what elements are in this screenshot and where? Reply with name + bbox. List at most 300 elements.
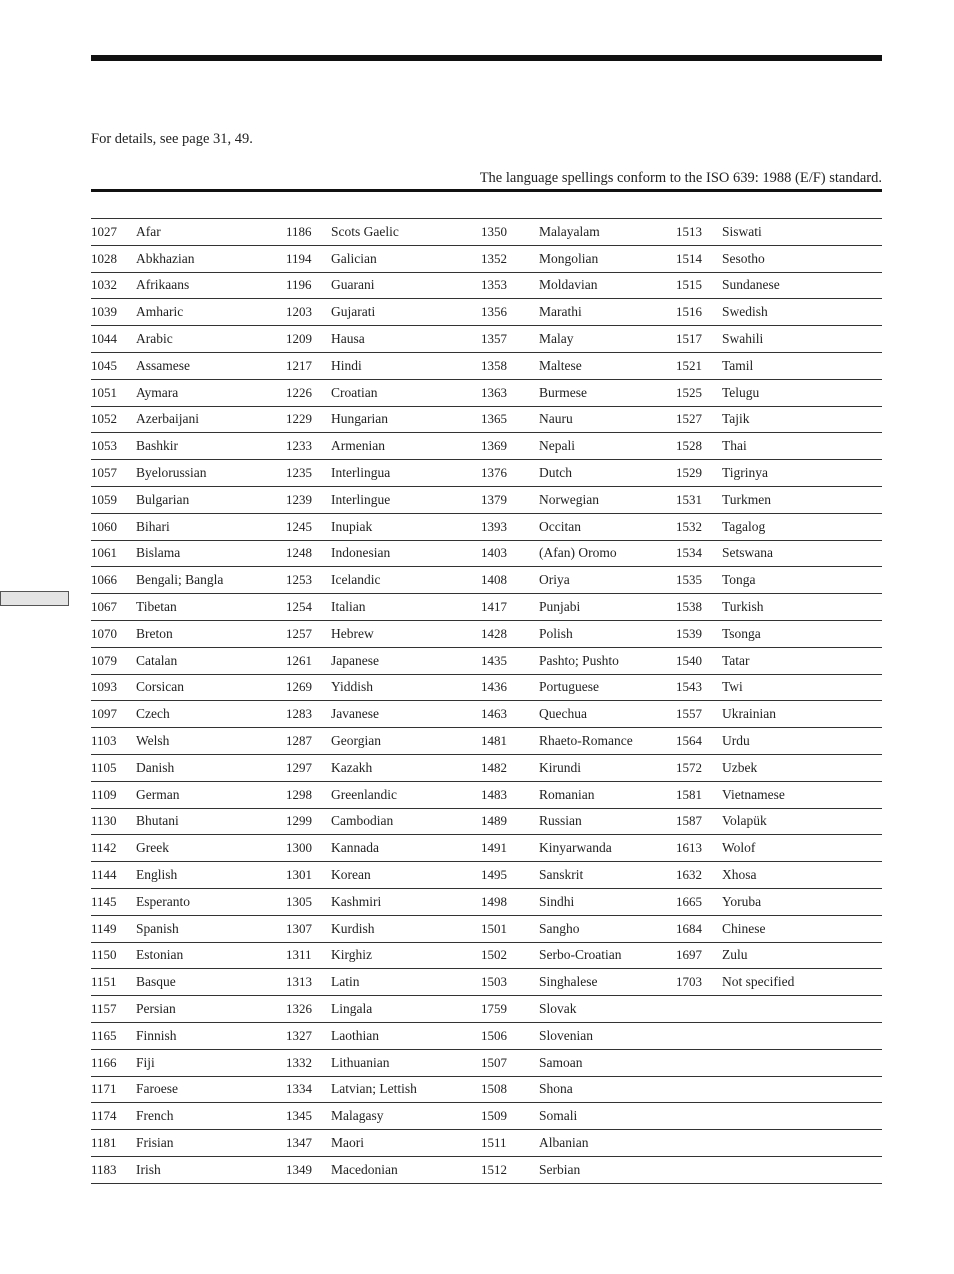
language-name: Danish <box>136 759 175 775</box>
language-code: 1525 <box>676 384 702 400</box>
language-code: 1044 <box>91 331 117 347</box>
table-row <box>91 299 882 326</box>
language-name: Bislama <box>136 545 181 561</box>
language-name: Rhaeto-Romance <box>539 733 633 749</box>
language-code <box>676 1130 722 1157</box>
language-code: 1379 <box>481 491 507 507</box>
language-code: 1365 <box>481 411 507 427</box>
language-name: Corsican <box>136 679 184 695</box>
language-code: 1345 <box>286 1108 312 1124</box>
language-name: Yoruba <box>722 893 762 909</box>
language-name: Irish <box>136 1161 161 1177</box>
language-code: 1632 <box>676 867 702 883</box>
language-name: Kurdish <box>331 920 375 936</box>
language-code: 1564 <box>676 733 702 749</box>
language-name: Inupiak <box>331 518 373 534</box>
language-code: 1759 <box>481 1001 507 1016</box>
language-name: Mongolian <box>539 250 599 266</box>
language-name: Kazakh <box>331 759 373 775</box>
table-row <box>91 245 882 272</box>
language-name: Amharic <box>136 304 184 320</box>
language-code: 1513 <box>676 223 702 239</box>
language-name: Hindi <box>331 357 362 373</box>
language-name: Arabic <box>136 331 173 347</box>
table-row <box>91 996 882 1023</box>
language-code: 1540 <box>676 652 702 668</box>
language-code: 1703 <box>676 974 702 990</box>
language-name: Croatian <box>331 384 378 400</box>
language-name: Galician <box>331 250 377 266</box>
language-name: Basque <box>136 974 176 990</box>
table-row <box>91 513 882 540</box>
language-code: 1149 <box>91 920 117 936</box>
language-name <box>722 1130 882 1157</box>
language-name: Nepali <box>539 438 575 454</box>
language-code: 1067 <box>91 599 117 615</box>
language-code: 1103 <box>91 733 117 749</box>
language-name: Malayalam <box>539 223 600 239</box>
language-code: 1347 <box>286 1134 312 1150</box>
language-name: Wolof <box>722 840 756 856</box>
table-row <box>91 406 882 433</box>
language-code: 1481 <box>481 733 507 749</box>
language-code: 1045 <box>91 357 117 373</box>
iso-standard-note: The language spellings conform to the ISO 639: 1988 (E/F) standard. <box>479 170 882 186</box>
language-code: 1353 <box>481 277 507 293</box>
language-name: Dutch <box>539 465 572 481</box>
language-code: 1186 <box>286 223 312 239</box>
language-name: Zulu <box>722 947 748 963</box>
language-code: 1489 <box>481 813 507 829</box>
language-code: 1534 <box>676 545 702 561</box>
language-name: Tamil <box>722 357 754 373</box>
language-code: 1307 <box>286 920 312 936</box>
language-code: 1151 <box>91 974 117 990</box>
language-code: 1057 <box>91 465 117 481</box>
table-row <box>91 1022 882 1049</box>
language-code: 1512 <box>481 1161 507 1177</box>
language-code: 1079 <box>91 652 117 668</box>
language-name: Tibetan <box>136 599 177 615</box>
table-row <box>91 1103 882 1130</box>
table-row <box>91 326 882 353</box>
language-code: 1261 <box>286 652 312 668</box>
language-name: Interlingua <box>331 465 391 481</box>
table-row <box>91 808 882 835</box>
language-code: 1313 <box>286 974 312 990</box>
table-row <box>91 567 882 594</box>
language-name: Latin <box>331 974 360 990</box>
language-code: 1521 <box>676 357 702 373</box>
language-name: Finnish <box>136 1027 177 1043</box>
language-name: Laothian <box>331 1027 379 1043</box>
language-code <box>676 1156 722 1183</box>
language-code: 1130 <box>91 813 117 829</box>
table-row <box>91 540 882 567</box>
language-code: 1287 <box>286 733 312 749</box>
language-code: 1061 <box>91 545 117 561</box>
language-name: Tajik <box>722 411 750 427</box>
table-row <box>91 835 882 862</box>
language-code: 1435 <box>481 652 507 668</box>
language-code: 1501 <box>481 920 507 936</box>
language-code: 1357 <box>481 331 507 347</box>
language-code: 1157 <box>91 1001 117 1016</box>
language-name: Sundanese <box>722 277 780 293</box>
language-code: 1557 <box>676 706 702 722</box>
language-name: Somali <box>539 1108 578 1124</box>
language-code: 1539 <box>676 625 702 641</box>
language-name <box>722 1022 882 1049</box>
language-code: 1508 <box>481 1081 507 1097</box>
language-name: Serbo-Croatian <box>539 947 622 963</box>
language-name: Kashmiri <box>331 893 382 909</box>
language-name: Armenian <box>331 438 385 454</box>
language-code: 1527 <box>676 411 702 427</box>
language-code: 1581 <box>676 786 702 802</box>
language-code: 1358 <box>481 357 507 373</box>
language-name: Azerbaijani <box>136 411 199 427</box>
language-name: Portuguese <box>539 679 599 695</box>
language-name: Tonga <box>722 572 756 588</box>
language-code: 1245 <box>286 518 312 534</box>
language-code: 1403 <box>481 545 507 561</box>
language-name: Tsonga <box>722 625 761 641</box>
language-name: Indonesian <box>331 545 391 561</box>
language-code: 1257 <box>286 625 312 641</box>
language-code: 1393 <box>481 518 507 534</box>
language-name: Polish <box>539 625 573 641</box>
language-code: 1503 <box>481 974 507 990</box>
language-code: 1305 <box>286 893 312 909</box>
language-code: 1502 <box>481 947 507 963</box>
language-name: Pashto; Pushto <box>539 652 619 668</box>
details-note: For details, see page 31, 49. <box>91 131 253 147</box>
language-code: 1300 <box>286 840 312 856</box>
language-code: 1297 <box>286 759 312 775</box>
language-name: Burmese <box>539 384 587 400</box>
language-name: Sesotho <box>722 250 765 266</box>
table-row <box>91 674 882 701</box>
language-code: 1150 <box>91 947 117 963</box>
language-name <box>722 1076 882 1103</box>
language-code: 1142 <box>91 840 117 856</box>
language-name: Aymara <box>136 384 179 400</box>
language-name: Bhutani <box>136 813 179 829</box>
side-index-tab <box>0 591 69 606</box>
language-code: 1417 <box>481 599 507 615</box>
table-row <box>91 888 882 915</box>
language-code: 1145 <box>91 893 117 909</box>
language-name: Occitan <box>539 518 581 534</box>
table-row <box>91 1076 882 1103</box>
table-row <box>91 352 882 379</box>
language-name: Moldavian <box>539 277 598 293</box>
language-name: Samoan <box>539 1054 583 1070</box>
language-code: 1483 <box>481 786 507 802</box>
language-code: 1039 <box>91 304 117 320</box>
table-row <box>91 969 882 996</box>
language-code <box>676 1049 722 1076</box>
language-code: 1183 <box>91 1161 117 1177</box>
language-code: 1053 <box>91 438 117 454</box>
language-name: Lithuanian <box>331 1054 390 1070</box>
language-name: Albanian <box>539 1134 589 1150</box>
language-name: Ukrainian <box>722 706 776 722</box>
language-code: 1166 <box>91 1054 117 1070</box>
language-name: Punjabi <box>539 599 581 615</box>
language-code: 1543 <box>676 679 702 695</box>
language-code <box>676 1103 722 1130</box>
language-code: 1209 <box>286 331 312 347</box>
language-name: Maltese <box>539 357 582 373</box>
language-name: Hungarian <box>331 411 388 427</box>
language-code: 1697 <box>676 947 702 963</box>
language-name: Greenlandic <box>331 786 397 802</box>
language-code: 1529 <box>676 465 702 481</box>
language-name: Frisian <box>136 1134 174 1150</box>
language-code: 1352 <box>481 250 507 266</box>
language-code: 1515 <box>676 277 702 293</box>
language-name: Bengali; Bangla <box>136 572 224 588</box>
language-code: 1436 <box>481 679 507 695</box>
language-name: Telugu <box>722 384 760 400</box>
language-code: 1235 <box>286 465 312 481</box>
language-code: 1060 <box>91 518 117 534</box>
language-name: Hausa <box>331 331 365 347</box>
language-name: Slovak <box>539 1001 577 1016</box>
table-row <box>91 781 882 808</box>
language-name: Volapük <box>722 813 767 829</box>
language-code: 1171 <box>91 1081 117 1097</box>
language-name: Yiddish <box>331 679 374 695</box>
language-table-body <box>91 219 882 1184</box>
language-code: 1254 <box>286 599 312 615</box>
language-name <box>722 1049 882 1076</box>
language-name: Sanskrit <box>539 867 584 883</box>
language-code: 1217 <box>286 357 312 373</box>
language-code: 1229 <box>286 411 312 427</box>
language-code: 1052 <box>91 411 117 427</box>
language-code: 1509 <box>481 1108 507 1124</box>
language-name: Hebrew <box>331 625 374 641</box>
language-code: 1299 <box>286 813 312 829</box>
language-code: 1428 <box>481 625 507 641</box>
language-code: 1165 <box>91 1027 117 1043</box>
language-name: Norwegian <box>539 491 599 507</box>
language-name: Icelandic <box>331 572 381 588</box>
language-name: Latvian; Lettish <box>331 1081 417 1097</box>
language-code: 1511 <box>481 1134 507 1150</box>
language-code: 1376 <box>481 465 507 481</box>
table-row <box>91 915 882 942</box>
language-name: Guarani <box>331 277 375 293</box>
language-code: 1248 <box>286 545 312 561</box>
language-name: Marathi <box>539 304 582 320</box>
language-name: Quechua <box>539 706 587 722</box>
language-name: Breton <box>136 625 173 641</box>
language-name: Korean <box>331 867 371 883</box>
language-code: 1327 <box>286 1027 312 1043</box>
table-row <box>91 460 882 487</box>
table-row <box>91 594 882 621</box>
language-name: Macedonian <box>331 1161 398 1177</box>
language-code: 1144 <box>91 867 117 883</box>
language-code: 1538 <box>676 599 702 615</box>
language-name: Cambodian <box>331 813 394 829</box>
language-name: Scots Gaelic <box>331 223 399 239</box>
language-name: Gujarati <box>331 304 376 320</box>
table-row <box>91 1130 882 1157</box>
language-code <box>676 1076 722 1103</box>
language-name: (Afan) Oromo <box>539 545 617 561</box>
language-code-table <box>91 218 882 1184</box>
table-row <box>91 1049 882 1076</box>
language-code: 1463 <box>481 706 507 722</box>
language-code: 1349 <box>286 1161 312 1177</box>
language-name: Russian <box>539 813 582 829</box>
language-code: 1093 <box>91 679 117 695</box>
language-name: English <box>136 867 178 883</box>
language-name: Abkhazian <box>136 250 195 266</box>
language-code: 1356 <box>481 304 507 320</box>
language-name: Nauru <box>539 411 573 427</box>
language-name: Afar <box>136 223 161 239</box>
section-rule <box>91 189 882 192</box>
language-code: 1301 <box>286 867 312 883</box>
language-name: Kinyarwanda <box>539 840 612 856</box>
language-name: Swedish <box>722 304 768 320</box>
language-code: 1507 <box>481 1054 507 1070</box>
language-code: 1408 <box>481 572 507 588</box>
language-name: Serbian <box>539 1161 581 1177</box>
language-name: Georgian <box>331 733 381 749</box>
language-code: 1283 <box>286 706 312 722</box>
language-name: Bihari <box>136 518 170 534</box>
language-name: Javanese <box>331 706 379 722</box>
table-row <box>91 862 882 889</box>
language-name: Byelorussian <box>136 465 207 481</box>
language-name: Twi <box>722 679 743 695</box>
language-name: Setswana <box>722 545 773 561</box>
language-code: 1097 <box>91 706 117 722</box>
language-code: 1528 <box>676 438 702 454</box>
language-name: Malagasy <box>331 1108 384 1124</box>
language-name: German <box>136 786 180 802</box>
language-name: Sangho <box>539 920 580 936</box>
language-code: 1363 <box>481 384 507 400</box>
language-name: Slovenian <box>539 1027 593 1043</box>
language-name: Not specified <box>722 974 795 990</box>
table-row <box>91 701 882 728</box>
language-code: 1066 <box>91 572 117 588</box>
language-name: Persian <box>136 1001 176 1016</box>
language-code: 1269 <box>286 679 312 695</box>
language-name: French <box>136 1108 174 1124</box>
language-name <box>722 1156 882 1183</box>
table-row <box>91 486 882 513</box>
language-code: 1070 <box>91 625 117 641</box>
language-name: Vietnamese <box>722 786 785 802</box>
language-code: 1531 <box>676 491 702 507</box>
language-code: 1613 <box>676 840 702 856</box>
language-name: Czech <box>136 706 170 722</box>
language-code: 1506 <box>481 1027 507 1043</box>
language-name: Kannada <box>331 840 379 856</box>
language-code: 1253 <box>286 572 312 588</box>
language-code: 1203 <box>286 304 312 320</box>
table-row <box>91 728 882 755</box>
language-code: 1226 <box>286 384 312 400</box>
language-name: Uzbek <box>722 759 758 775</box>
language-name <box>722 1103 882 1130</box>
language-code: 1535 <box>676 572 702 588</box>
table-row <box>91 754 882 781</box>
language-name: Lingala <box>331 1001 373 1016</box>
language-code: 1105 <box>91 759 117 775</box>
language-name: Interlingue <box>331 491 391 507</box>
language-name: Singhalese <box>539 974 598 990</box>
table-row <box>91 647 882 674</box>
language-name: Turkish <box>722 599 764 615</box>
language-code: 1482 <box>481 759 507 775</box>
language-code: 1051 <box>91 384 117 400</box>
language-code <box>676 996 722 1023</box>
language-code: 1233 <box>286 438 312 454</box>
table-row <box>91 272 882 299</box>
language-code: 1181 <box>91 1134 117 1150</box>
language-code: 1027 <box>91 223 117 239</box>
language-name: Spanish <box>136 920 179 936</box>
language-name: Tatar <box>722 652 750 668</box>
language-code: 1059 <box>91 491 117 507</box>
language-name: Welsh <box>136 733 170 749</box>
top-rule <box>91 55 882 61</box>
language-name: Esperanto <box>136 893 190 909</box>
language-code: 1572 <box>676 759 702 775</box>
language-name: Tigrinya <box>722 465 769 481</box>
table-row <box>91 433 882 460</box>
language-code: 1516 <box>676 304 702 320</box>
language-name: Assamese <box>136 357 190 373</box>
language-name <box>722 996 882 1023</box>
language-code: 1495 <box>481 867 507 883</box>
table-row <box>91 1156 882 1183</box>
language-code: 1498 <box>481 893 507 909</box>
language-name: Japanese <box>331 652 379 668</box>
language-name: Kirundi <box>539 759 581 775</box>
language-code: 1239 <box>286 491 312 507</box>
language-code: 1514 <box>676 250 702 266</box>
language-name: Estonian <box>136 947 184 963</box>
language-name: Thai <box>722 438 747 454</box>
language-name: Urdu <box>722 733 750 749</box>
language-name: Chinese <box>722 920 766 936</box>
language-name: Swahili <box>722 331 764 347</box>
language-name: Malay <box>539 331 574 347</box>
table-row <box>91 942 882 969</box>
language-code: 1298 <box>286 786 312 802</box>
language-code: 1196 <box>286 277 312 293</box>
language-name: Greek <box>136 840 169 856</box>
language-code: 1334 <box>286 1081 312 1097</box>
language-name: Italian <box>331 599 366 615</box>
language-code: 1332 <box>286 1054 312 1070</box>
language-code: 1684 <box>676 920 702 936</box>
language-code: 1587 <box>676 813 702 829</box>
language-name: Tagalog <box>722 518 766 534</box>
language-code: 1326 <box>286 1001 312 1016</box>
